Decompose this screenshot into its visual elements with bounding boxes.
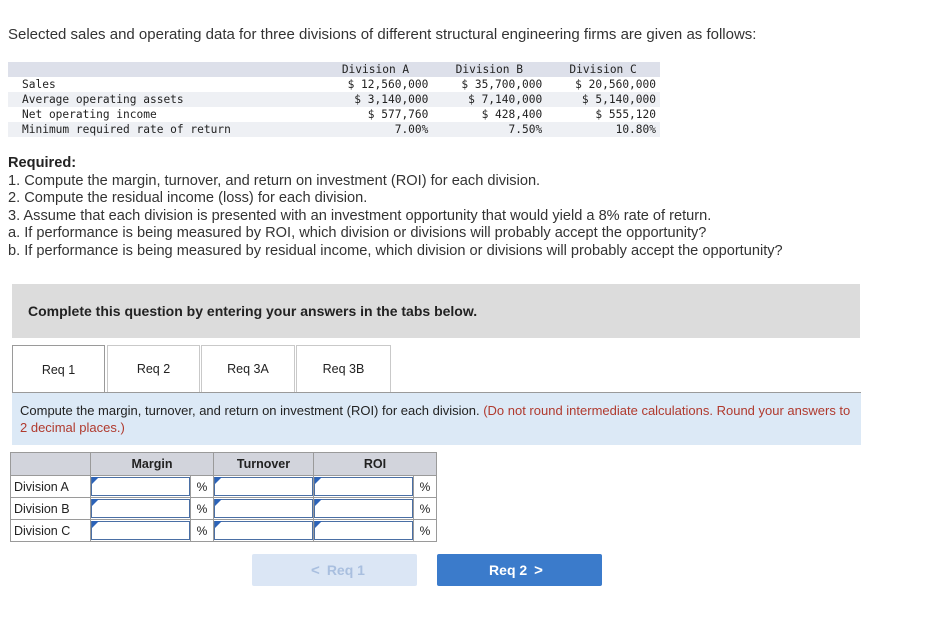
next-button-label: Req 2 <box>489 562 528 578</box>
cell-value: $ 12,560,000 <box>347 78 429 91</box>
cell-value: $ 7,140,000 <box>432 92 546 107</box>
row-label: Sales <box>22 78 56 91</box>
cell-value: $ 3,140,000 <box>319 92 433 107</box>
banner-text: Complete this question by entering your answers in the tabs below. <box>28 303 478 319</box>
cell-value: 7.50% <box>432 122 546 137</box>
input-flag-icon <box>215 477 222 484</box>
instruction-hint: (Do not round intermediate calculations. Round your answers to 2 decimal places.) <box>20 403 851 435</box>
turnover-input-division-c[interactable] <box>214 521 313 540</box>
required-section <box>8 155 783 260</box>
margin-input-division-a[interactable] <box>91 477 190 496</box>
row-label: Average operating assets <box>8 92 319 107</box>
required-line: 1. Compute the margin, turnover, and return on investment (ROI) for each division. <box>8 172 541 189</box>
cell-value: $ 20,560,000 <box>575 78 656 91</box>
input-flag-icon <box>92 477 99 484</box>
tab-req-3a[interactable]: Req 3A <box>201 345 295 392</box>
roi-input-division-b[interactable] <box>314 499 413 518</box>
column-header-margin: Margin <box>91 453 214 476</box>
answer-table-header <box>11 453 437 476</box>
column-header-roi: ROI <box>314 453 437 476</box>
cell-value: $ 555,120 <box>595 108 656 121</box>
row-label: Division A <box>11 476 91 498</box>
margin-input-division-b[interactable] <box>91 499 190 518</box>
tab-req-2[interactable]: Req 2 <box>107 345 200 392</box>
percent-label: % <box>191 476 214 498</box>
instructions-banner <box>12 284 860 338</box>
percent-label: % <box>191 520 214 542</box>
cell-value: $ 577,760 <box>367 108 429 121</box>
instruction-text: Compute the margin, turnover, and return on investment (ROI) for each division. <box>20 403 480 418</box>
tab-req-1[interactable]: Req 1 <box>12 345 105 393</box>
margin-input-division-c[interactable] <box>91 521 190 540</box>
tab-bar <box>12 345 861 393</box>
input-flag-icon <box>92 499 99 506</box>
input-flag-icon <box>215 499 222 506</box>
prev-req-button[interactable] <box>252 554 417 586</box>
row-label: Division B <box>11 498 91 520</box>
percent-label: % <box>414 520 437 542</box>
input-flag-icon <box>92 521 99 528</box>
input-flag-icon <box>315 499 322 506</box>
required-line: 2. Compute the residual income (loss) for each division. <box>8 190 368 206</box>
input-flag-icon <box>315 521 322 528</box>
percent-label: % <box>414 476 437 498</box>
required-line: b. If performance is being measured by residual income, which division or divisions will probably accept the opportunity? <box>8 242 783 259</box>
row-label: Net operating income <box>22 108 157 121</box>
column-header: Division A <box>319 62 433 77</box>
column-header: Division B <box>432 62 546 77</box>
data-table-row <box>8 77 660 92</box>
cell-value: $ 5,140,000 <box>546 92 660 107</box>
next-req-button[interactable] <box>437 554 602 586</box>
turnover-input-division-b[interactable] <box>214 499 313 518</box>
intro-text: Selected sales and operating data for three divisions of different structural engineering firms are given as follows: <box>8 26 757 43</box>
row-label: Division C <box>11 520 91 542</box>
tab-req-3b[interactable]: Req 3B <box>296 345 391 392</box>
answer-row <box>11 498 437 520</box>
column-header: Division C <box>546 62 660 77</box>
chevron-right-icon: > <box>534 561 543 579</box>
percent-label: % <box>191 498 214 520</box>
data-table-row <box>8 92 660 107</box>
input-flag-icon <box>315 477 322 484</box>
operating-data-table <box>8 62 660 137</box>
answer-row <box>11 520 437 542</box>
cell-value: $ 428,400 <box>481 108 543 121</box>
required-line: a. If performance is being measured by ROI, which division or divisions will probably accept the opportunity? <box>8 225 707 241</box>
question-instruction <box>12 393 861 445</box>
prev-button-label: Req 1 <box>326 562 365 578</box>
row-label: Minimum required rate of return <box>8 122 319 137</box>
roi-input-division-a[interactable] <box>314 477 413 496</box>
required-line: 3. Assume that each division is presented with an investment opportunity that would yield a 8% rate of return. <box>8 207 712 224</box>
chevron-left-icon: < <box>311 561 320 579</box>
percent-label: % <box>414 498 437 520</box>
turnover-input-division-a[interactable] <box>214 477 313 496</box>
data-table-row <box>8 107 660 122</box>
data-table-row <box>8 122 660 137</box>
answer-table <box>10 452 437 542</box>
cell-value: $ 35,700,000 <box>461 78 543 91</box>
answer-row <box>11 476 437 498</box>
data-table-header <box>8 62 660 77</box>
cell-value: 10.80% <box>546 122 660 137</box>
roi-input-division-c[interactable] <box>314 521 413 540</box>
cell-value: 7.00% <box>319 122 433 137</box>
column-header-turnover: Turnover <box>214 453 314 476</box>
input-flag-icon <box>215 521 222 528</box>
required-title: Required: <box>8 155 77 171</box>
